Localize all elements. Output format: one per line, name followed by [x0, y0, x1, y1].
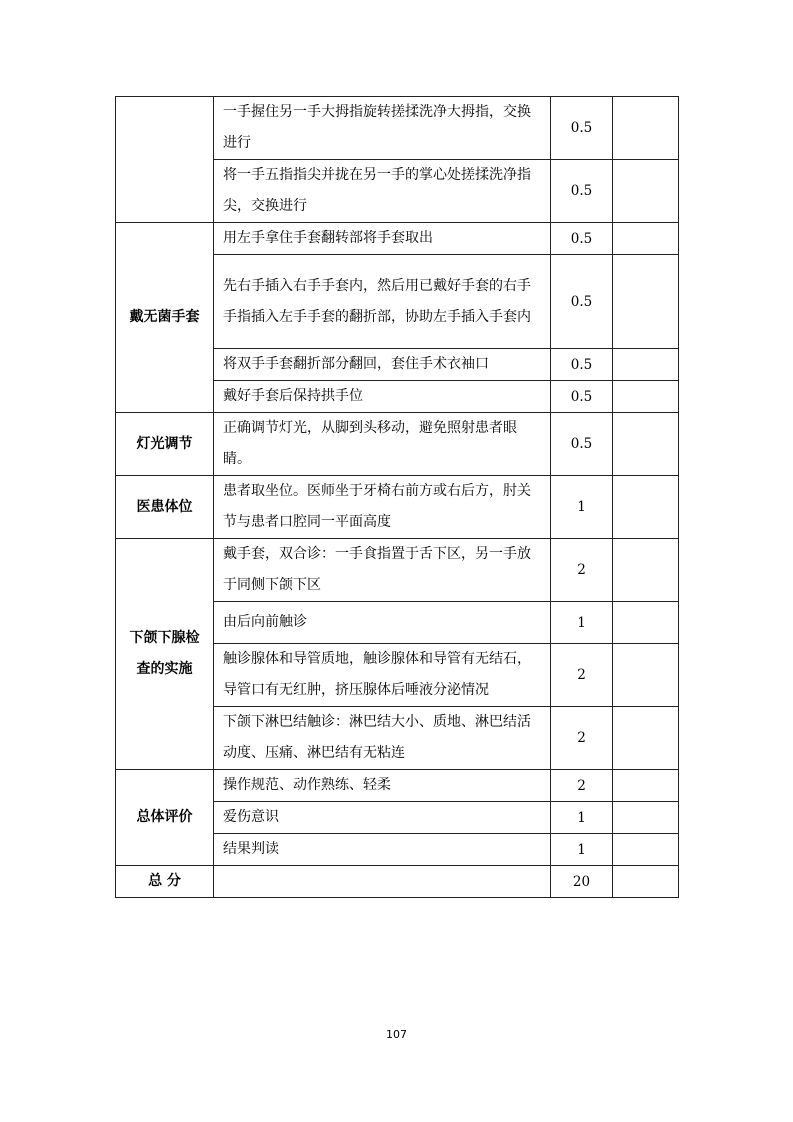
table-row — [116, 770, 679, 802]
page-number: 107 — [386, 1028, 407, 1041]
deduction-cell — [613, 834, 679, 866]
scoring-table-body — [116, 97, 679, 898]
item-description: 将一手五指指尖并拢在另一手的掌心处搓揉洗净指尖，交换进行 — [214, 160, 551, 223]
total-description — [214, 866, 551, 898]
table-row — [116, 413, 679, 476]
item-score: 0.5 — [551, 223, 613, 255]
item-description: 将双手手套翻折部分翻回，套住手术衣袖口 — [214, 349, 551, 381]
deduction-cell — [613, 539, 679, 602]
item-score: 0.5 — [551, 413, 613, 476]
table-row — [116, 539, 679, 602]
category-cell: 下颌下腺检查的实施 — [116, 539, 214, 770]
table-row — [116, 476, 679, 539]
item-description: 患者取坐位。医师坐于牙椅右前方或右后方，肘关节与患者口腔同一平面高度 — [214, 476, 551, 539]
deduction-cell — [613, 644, 679, 707]
item-description: 由后向前触诊 — [214, 602, 551, 644]
item-score: 0.5 — [551, 381, 613, 413]
deduction-cell — [613, 97, 679, 160]
item-description: 用左手拿住手套翻转部将手套取出 — [214, 223, 551, 255]
item-score: 0.5 — [551, 349, 613, 381]
item-score: 2 — [551, 539, 613, 602]
category-cell: 戴无菌手套 — [116, 223, 214, 413]
item-score: 1 — [551, 834, 613, 866]
deduction-cell — [613, 255, 679, 349]
item-score: 2 — [551, 644, 613, 707]
item-description: 下颌下淋巴结触诊：淋巴结大小、质地、淋巴结活动度、压痛、淋巴结有无粘连 — [214, 707, 551, 770]
item-score: 0.5 — [551, 97, 613, 160]
deduction-cell — [613, 413, 679, 476]
item-description: 爱伤意识 — [214, 802, 551, 834]
total-deduction-cell — [613, 866, 679, 898]
deduction-cell — [613, 381, 679, 413]
item-description: 戴手套，双合诊：一手食指置于舌下区，另一手放于同侧下颌下区 — [214, 539, 551, 602]
category-cell: 灯光调节 — [116, 413, 214, 476]
item-description: 结果判读 — [214, 834, 551, 866]
item-description: 戴好手套后保持拱手位 — [214, 381, 551, 413]
item-score: 0.5 — [551, 160, 613, 223]
deduction-cell — [613, 802, 679, 834]
total-label: 总 分 — [116, 866, 214, 898]
item-description: 一手握住另一手大拇指旋转搓揉洗净大拇指，交换进行 — [214, 97, 551, 160]
deduction-cell — [613, 349, 679, 381]
total-row — [116, 866, 679, 898]
item-score: 1 — [551, 602, 613, 644]
deduction-cell — [613, 770, 679, 802]
item-score: 2 — [551, 707, 613, 770]
item-description: 操作规范、动作熟练、轻柔 — [214, 770, 551, 802]
deduction-cell — [613, 707, 679, 770]
item-description: 先右手插入右手手套内，然后用已戴好手套的右手手指插入左手手套的翻折部，协助左手插入手套内 — [214, 255, 551, 349]
category-cell: 医患体位 — [116, 476, 214, 539]
category-cell — [116, 97, 214, 223]
total-score: 20 — [551, 866, 613, 898]
scoring-table — [115, 96, 679, 898]
table-row — [116, 223, 679, 255]
deduction-cell — [613, 602, 679, 644]
item-description: 触诊腺体和导管质地，触诊腺体和导管有无结石，导管口有无红肿，挤压腺体后唾液分泌情况 — [214, 644, 551, 707]
item-score: 0.5 — [551, 255, 613, 349]
item-description: 正确调节灯光，从脚到头移动，避免照射患者眼睛。 — [214, 413, 551, 476]
item-score: 1 — [551, 802, 613, 834]
deduction-cell — [613, 160, 679, 223]
category-cell: 总体评价 — [116, 770, 214, 866]
deduction-cell — [613, 476, 679, 539]
item-score: 1 — [551, 476, 613, 539]
item-score: 2 — [551, 770, 613, 802]
table-row — [116, 97, 679, 160]
deduction-cell — [613, 223, 679, 255]
